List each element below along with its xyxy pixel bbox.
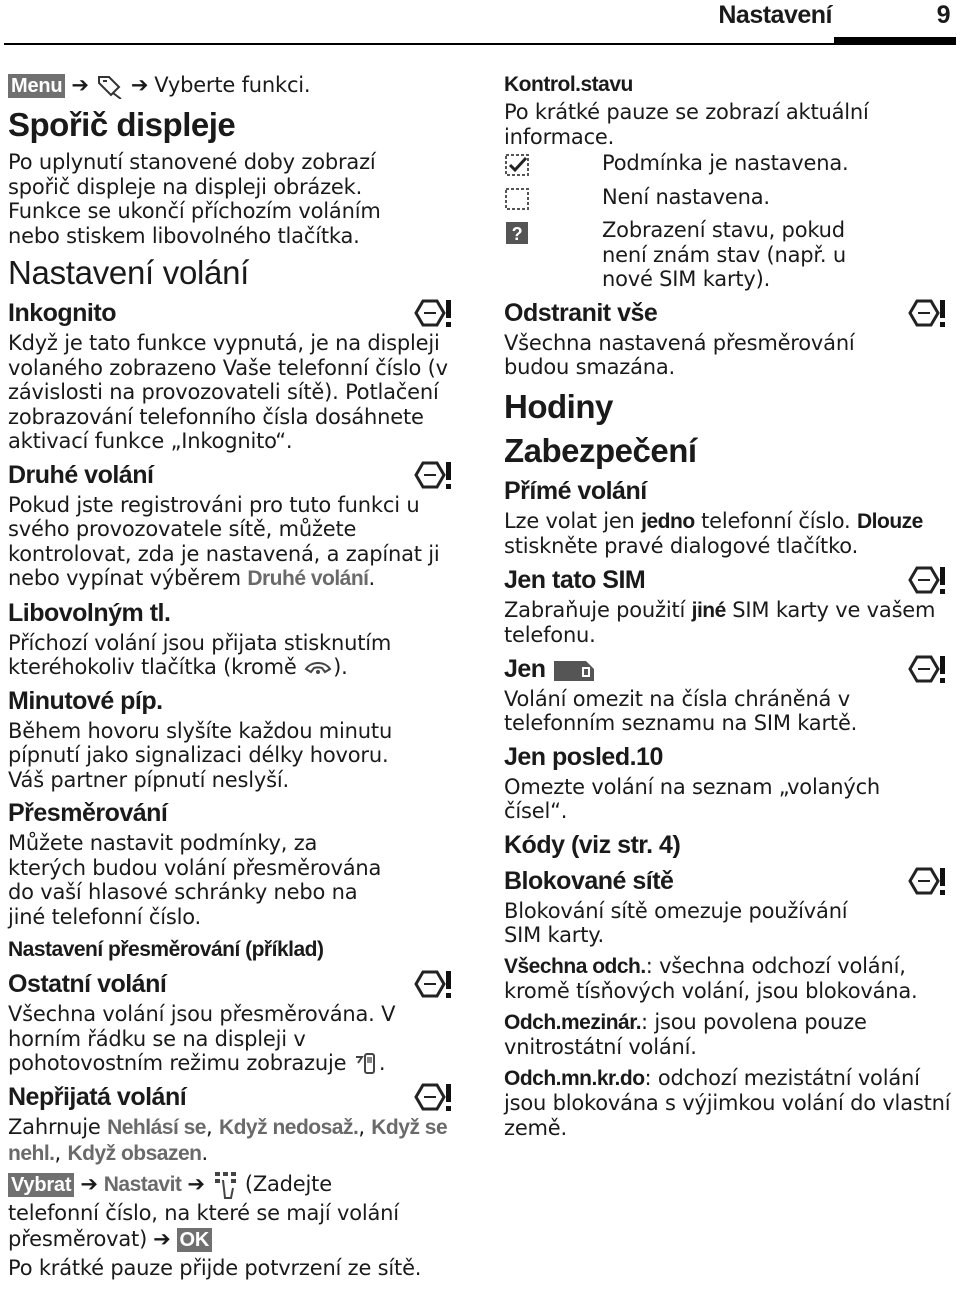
missed-option: Když nedosaž. — [218, 1116, 359, 1139]
separator: , — [54, 1140, 68, 1165]
clock-title: Hodiny — [504, 387, 613, 425]
network-icon — [904, 654, 948, 684]
codes-title: Kódy (viz str. 4) — [504, 830, 681, 859]
divert-title: Přesměrování — [8, 799, 168, 827]
last10-title: Jen posled.10 — [504, 742, 663, 771]
security-title: Zabezpečení — [504, 431, 697, 469]
ok-key: OK — [177, 1228, 213, 1252]
nav-path — [8, 70, 458, 100]
arrow-icon: ➔ — [80, 1172, 98, 1196]
steps-text: (Zadejte telefonní číslo, na které se mají volání přesměrovat) — [8, 1172, 399, 1251]
last10-text: Omezte volání na seznam „volaných čísel“. — [504, 774, 881, 823]
missed-text — [8, 1115, 458, 1166]
any-key-title: Libovolným tl. — [8, 598, 171, 627]
menu-key: Menu — [8, 74, 65, 98]
this-sim-heading — [504, 565, 952, 595]
barring-desc: : jsou povolena pouze vnitrostátní volání. — [504, 1009, 867, 1059]
barring-item — [504, 1010, 952, 1060]
status-row-checked — [504, 151, 952, 183]
arrow-icon: ➔ — [71, 73, 89, 97]
network-icon — [410, 1082, 454, 1112]
any-key-text-part: Příchozí volání jsou přijata stisknutím kteréhokoliv tlačítka (kromě — [8, 630, 392, 679]
arrow-icon: ➔ — [130, 73, 149, 97]
separator: , — [205, 1115, 219, 1139]
network-icon — [410, 298, 454, 328]
clear-all-heading — [504, 298, 952, 328]
only-text: Volání omezit na čísla chráněná v telefonním seznamu na SIM kartě. — [504, 686, 858, 735]
all-calls-text-part: Všechna volání jsou přesměrována. V horním řádku se na displeji v pohotovostním režimu zobrazuje — [8, 1002, 396, 1075]
direct-call-bold: Dlouze — [857, 509, 923, 533]
separator: , — [358, 1115, 372, 1139]
this-sim-part: SIM karty ve vašem telefonu. — [504, 597, 936, 647]
status-text: Není nastavena. — [602, 184, 770, 209]
this-sim-title: Jen tato SIM — [504, 565, 646, 594]
page-number: 9 — [936, 1, 950, 29]
minute-beep-title: Minutové píp. — [8, 686, 163, 715]
arrow-icon: ➔ — [187, 1172, 205, 1196]
second-call-title: Druhé volání — [8, 460, 154, 489]
all-calls-text-end: . — [378, 1051, 386, 1075]
barring-item — [504, 954, 952, 1004]
arrow-icon: ➔ — [153, 1227, 171, 1251]
screensaver-text: Po uplynutí stanovené doby zobrazí spořič displeje na displeji obrázek. Funkce se ukončí příchozím voláním nebo stiskem libovolného tlačítka. — [8, 150, 381, 248]
all-calls-text — [8, 1002, 428, 1076]
missed-option: Když se nehl. — [8, 1116, 448, 1165]
check-status-text: Po krátké pauze se zobrazí aktuální informace. — [504, 100, 869, 149]
second-call-heading — [8, 460, 458, 490]
barring-term: Všechna odch. — [504, 954, 646, 978]
direct-call-part: telefonní číslo. — [694, 508, 857, 533]
incognito-title: Inkognito — [8, 299, 116, 327]
network-icon — [410, 460, 454, 490]
svg-text:?: ? — [511, 224, 523, 244]
missed-heading — [8, 1082, 458, 1112]
check-status-title: Kontrol.stavu — [504, 73, 633, 96]
network-icon — [904, 298, 948, 328]
barring-term: Odch.mezinár. — [504, 1010, 642, 1034]
status-row-unknown — [504, 218, 952, 292]
divert-status-icon — [353, 1052, 379, 1076]
missed-option: Nehlásí se — [107, 1116, 206, 1139]
header-rule — [4, 43, 834, 45]
second-call-text-part: Pokud jste registrováni pro tuto funkci u svého provozovatele sítě, můžete kontrolovat, zda je nastavená, a zapínat ji nebo vypínat výběrem — [8, 492, 440, 590]
barring-desc: : odchozí mezistátní volání jsou blokována s výjimkou volání do vlastní země. — [504, 1065, 951, 1140]
barring-heading — [504, 866, 952, 896]
direct-call-text — [504, 509, 952, 559]
call-settings-title: Nastavení volání — [8, 254, 250, 291]
any-key-text-end: ). — [333, 655, 348, 679]
right-column — [504, 70, 952, 1142]
barring-item — [504, 1066, 952, 1141]
missed-title: Nepřijatá volání — [8, 1083, 187, 1111]
network-icon — [904, 866, 948, 896]
confirm-text: Po krátké pauze přijde potvrzení ze sítě. — [8, 1256, 422, 1280]
this-sim-text — [504, 598, 952, 648]
only-heading — [504, 654, 952, 684]
network-icon — [410, 969, 454, 999]
divert-text: Můžete nastavit podmínky, za kterých budou volání přesměrována do vaší hlasové schránky nebo na jiné telefonní číslo. — [8, 831, 382, 929]
this-sim-bold: jiné — [691, 598, 726, 622]
sim-card-icon — [552, 657, 596, 683]
clear-all-text: Všechna nastavená přesměrování budou smazána. — [504, 330, 855, 379]
direct-call-part: Lze volat jen — [504, 508, 642, 533]
barring-desc: : všechna odchozí volání, kromě tísňových volání, jsou blokována. — [504, 953, 918, 1003]
second-call-text-end: . — [368, 566, 376, 590]
all-calls-heading — [8, 969, 458, 999]
divert-example-title: Nastavení přesměrování (příklad) — [8, 938, 324, 961]
direct-call-part: stiskněte pravé dialogové tlačítko. — [504, 534, 859, 558]
page-header — [0, 0, 960, 50]
barring-title: Blokované sítě — [504, 866, 674, 895]
this-sim-part: Zabraňuje použití — [504, 597, 692, 622]
divert-steps — [8, 1170, 428, 1252]
left-column — [8, 70, 458, 1283]
checked-box-icon — [504, 153, 532, 177]
missed-option: Když obsazen — [67, 1141, 202, 1165]
empty-box-icon — [504, 187, 532, 211]
keypad-icon — [211, 1170, 245, 1200]
section-title: Nastavení — [718, 1, 832, 29]
missed-text-end: . — [201, 1140, 208, 1165]
any-key-text — [8, 631, 458, 680]
select-key: Vybrat — [8, 1173, 74, 1197]
end-call-icon — [303, 658, 333, 678]
barring-text: Blokování sítě omezuje používání SIM karty. — [504, 898, 848, 947]
second-call-link: Druhé volání — [247, 567, 369, 590]
question-icon — [504, 220, 532, 246]
screensaver-title: Spořič displeje — [8, 106, 236, 143]
minute-beep-text: Během hovoru slyšíte každou minutu pípnutí jako signalizaci délky hovoru. Váš partner pípnutí neslyší. — [8, 718, 393, 792]
network-icon — [904, 565, 948, 595]
missed-text-part: Zahrnuje — [8, 1115, 108, 1139]
incognito-heading — [8, 298, 458, 328]
incognito-text: Když je tato funkce vypnutá, je na displeji volaného zobrazeno Vaše telefonní číslo (v závislosti na provozovateli sítě). Potlačení zobrazování telefonního čísla dosáhnete aktivací funkce „Inkognito“. — [8, 331, 448, 453]
header-bar — [834, 37, 956, 45]
direct-call-bold: jedno — [641, 509, 695, 533]
set-option: Nastavit — [103, 1173, 182, 1196]
status-text: Zobrazení stavu, pokud není znám stav (např. u nové SIM karty). — [602, 218, 846, 291]
only-title: Jen — [504, 654, 546, 683]
all-calls-title: Ostatní volání — [8, 970, 167, 998]
clear-all-title: Odstranit vše — [504, 298, 658, 327]
settings-pen-icon — [95, 73, 125, 99]
status-text: Podmínka je nastavena. — [602, 151, 849, 175]
second-call-text — [8, 493, 458, 592]
barring-term: Odch.mn.kr.do — [504, 1066, 645, 1090]
direct-call-title: Přímé volání — [504, 476, 647, 505]
nav-instruction: Vyberte funkci. — [154, 73, 311, 97]
status-row-empty — [504, 185, 952, 217]
